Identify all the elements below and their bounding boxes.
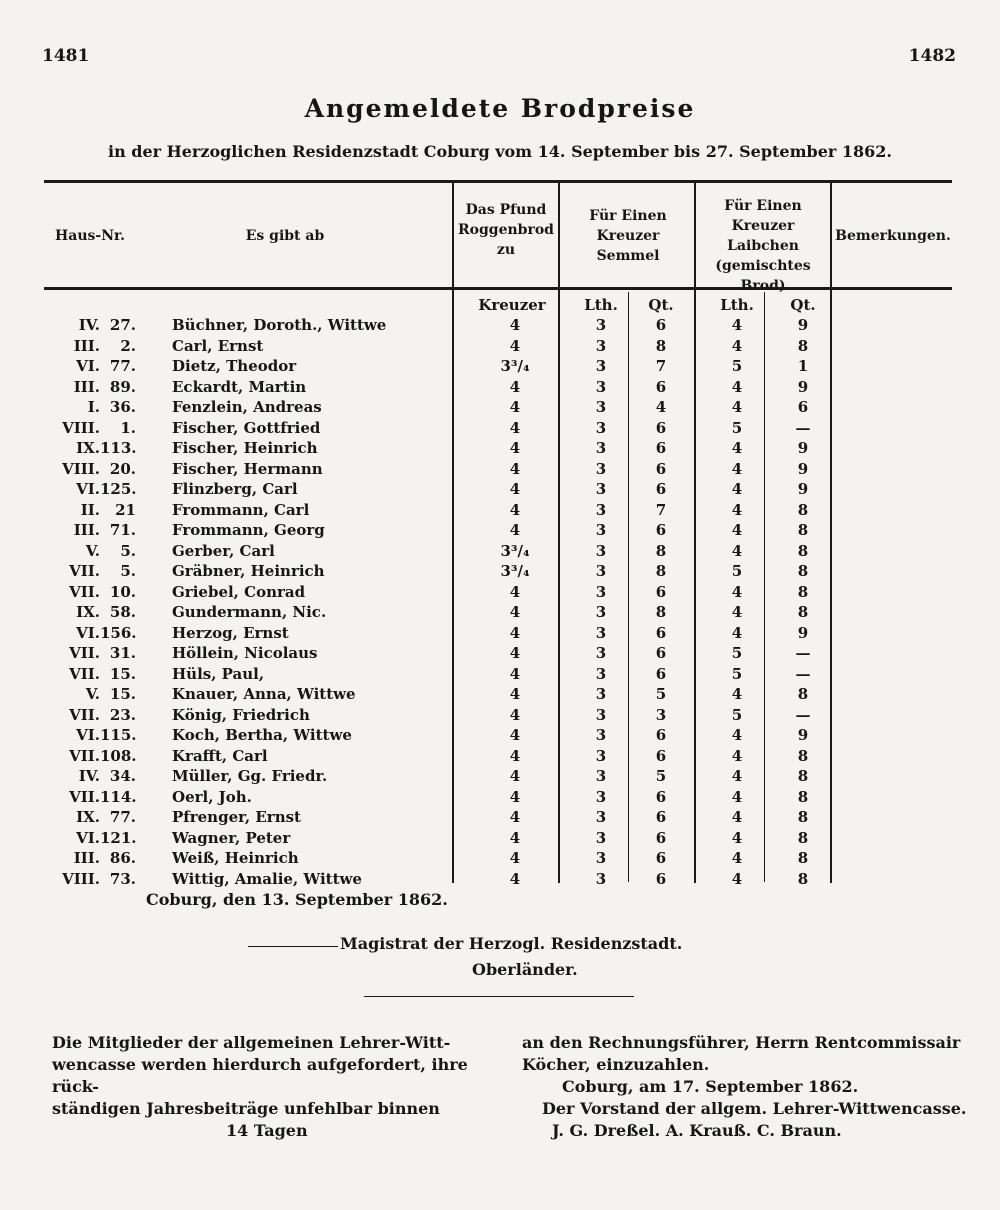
semmel-lth-cell: 3 [595, 357, 607, 375]
header-hausnr: Haus-Nr. [55, 228, 125, 244]
table-row [0, 644, 1000, 665]
table-row [0, 357, 1000, 378]
header-bemerkungen: Bemerkungen. [835, 228, 951, 244]
laibchen-lth-cell: 4 [731, 521, 743, 539]
subheader-qt-laibchen: Qt. [790, 296, 816, 314]
table-row [0, 685, 1000, 706]
district-cell: VI. [76, 357, 100, 375]
semmel-qt-cell: 6 [655, 459, 667, 478]
semmel-qt-cell: 6 [655, 828, 667, 847]
semmel-qt-cell: 6 [655, 377, 667, 396]
table-row [0, 726, 1000, 747]
house-number-cell: 5. [120, 562, 136, 580]
table-row [0, 870, 1000, 891]
semmel-lth-cell: 3 [595, 705, 607, 724]
roggenbrod-price-cell: 4 [509, 582, 521, 601]
roggenbrod-price-cell: 4 [509, 808, 521, 826]
laibchen-qt-cell: 8 [797, 808, 809, 826]
table-row [0, 706, 1000, 727]
subheader-qt-semmel: Qt. [648, 296, 674, 314]
table-top-rule [44, 180, 952, 183]
notice-left-text [52, 1032, 512, 1142]
baker-name-cell: Gerber, Carl [172, 541, 275, 560]
semmel-lth-cell: 3 [595, 418, 607, 437]
table-row [0, 624, 1000, 645]
section-rule [364, 996, 634, 997]
house-number-cell: 108. [100, 746, 137, 765]
semmel-lth-cell: 3 [595, 562, 607, 580]
house-number-cell: 115. [100, 726, 137, 744]
baker-name-cell: Gräbner, Heinrich [172, 562, 325, 580]
house-number-cell: 114. [100, 787, 137, 806]
magistrat-signature: Magistrat der Herzogl. Residenzstadt. [340, 934, 683, 953]
baker-name-cell: Gundermann, Nic. [172, 603, 327, 621]
roggenbrod-price-cell: 4 [509, 726, 521, 744]
semmel-qt-cell: 4 [655, 398, 667, 416]
laibchen-qt-cell: 8 [797, 603, 809, 621]
table-row [0, 480, 1000, 501]
laibchen-lth-cell: 5 [731, 357, 743, 375]
oberlaender-signature: Oberländer. [472, 960, 578, 979]
laibchen-qt-cell: 8 [797, 767, 809, 785]
laibchen-qt-cell: 8 [797, 500, 809, 519]
laibchen-lth-cell: 4 [731, 685, 743, 703]
baker-name-cell: Wagner, Peter [172, 828, 291, 847]
semmel-qt-cell: 6 [655, 664, 667, 683]
notice-line: Die Mitglieder der allgemeinen Lehrer-Witt- [52, 1033, 451, 1052]
roggenbrod-price-cell: 4 [509, 377, 521, 396]
notice-line: wencasse werden hierdurch aufgefordert, ihre rück- [52, 1055, 468, 1096]
roggenbrod-price-cell: 3³/₄ [500, 357, 530, 375]
roggenbrod-price-cell: 4 [509, 623, 521, 642]
roggenbrod-price-cell: 4 [509, 398, 521, 416]
semmel-qt-cell: 8 [655, 603, 667, 621]
semmel-qt-cell: 8 [655, 336, 667, 355]
house-number-cell: 2. [120, 336, 136, 355]
district-cell: VI. [76, 726, 100, 744]
semmel-qt-cell: 3 [655, 705, 667, 724]
baker-name-cell: Fischer, Hermann [172, 459, 323, 478]
laibchen-qt-cell: 8 [797, 828, 809, 847]
dateline: Coburg, den 13. September 1862. [146, 890, 448, 909]
semmel-qt-cell: 6 [655, 726, 667, 744]
roggenbrod-price-cell: 4 [509, 828, 521, 847]
laibchen-lth-cell: 5 [731, 418, 743, 437]
house-number-cell: 34. [109, 767, 136, 785]
table-row [0, 849, 1000, 870]
table-row [0, 788, 1000, 809]
house-number-cell: 23. [109, 705, 136, 724]
baker-name-cell: Wittig, Amalie, Wittwe [172, 869, 362, 888]
notice-line: Köcher, einzuzahlen. [522, 1055, 710, 1074]
district-cell: V. [85, 685, 100, 703]
laibchen-lth-cell: 4 [731, 459, 743, 478]
house-number-cell: 5. [120, 541, 136, 560]
semmel-qt-cell: 6 [655, 582, 667, 601]
semmel-lth-cell: 3 [595, 500, 607, 519]
baker-name-cell: Hüls, Paul, [172, 664, 265, 683]
notice-right-text [522, 1032, 972, 1142]
laibchen-qt-cell: 8 [797, 746, 809, 765]
subheader-lth-semmel: Lth. [584, 296, 618, 314]
semmel-lth-cell: 3 [595, 439, 607, 457]
laibchen-qt-cell: 9 [797, 623, 809, 642]
district-cell: III. [73, 336, 100, 355]
table-row [0, 419, 1000, 440]
district-cell: VII. [69, 664, 100, 683]
laibchen-lth-cell: 4 [731, 767, 743, 785]
district-cell: VII. [69, 705, 100, 724]
laibchen-qt-cell: — [795, 418, 811, 437]
semmel-lth-cell: 3 [595, 664, 607, 683]
table-row [0, 767, 1000, 788]
semmel-lth-cell: 3 [595, 316, 607, 334]
table-row [0, 562, 1000, 583]
baker-name-cell: Griebel, Conrad [172, 582, 306, 601]
semmel-qt-cell: 8 [655, 562, 667, 580]
laibchen-qt-cell: 8 [797, 787, 809, 806]
laibchen-qt-cell: 8 [797, 582, 809, 601]
notice-signatures: J. G. Dreßel. A. Krauß. C. Braun. [552, 1121, 842, 1140]
house-number-cell: 73. [109, 869, 136, 888]
laibchen-qt-cell: — [795, 644, 811, 662]
page-title: Angemeldete Brodpreise [304, 94, 696, 123]
laibchen-lth-cell: 5 [731, 562, 743, 580]
roggenbrod-price-cell: 4 [509, 459, 521, 478]
laibchen-qt-cell: 8 [797, 541, 809, 560]
notice-line: an den Rechnungsführer, Herrn Rentcommissair [522, 1033, 961, 1052]
baker-name-cell: Knauer, Anna, Wittwe [172, 685, 356, 703]
semmel-qt-cell: 7 [655, 500, 667, 519]
laibchen-qt-cell: 9 [797, 377, 809, 396]
house-number-cell: 86. [109, 849, 136, 867]
baker-name-cell: Fenzlein, Andreas [172, 398, 322, 416]
semmel-lth-cell: 3 [595, 541, 607, 560]
semmel-lth-cell: 3 [595, 336, 607, 355]
roggenbrod-price-cell: 4 [509, 644, 521, 662]
header-laibchen: Für Einen Kreuzer Laibchen (gemischtes Brod) [715, 198, 811, 294]
header-name: Es gibt ab [245, 228, 325, 244]
semmel-lth-cell: 3 [595, 521, 607, 539]
semmel-qt-cell: 7 [655, 357, 667, 375]
laibchen-qt-cell: 9 [797, 439, 809, 457]
semmel-lth-cell: 3 [595, 623, 607, 642]
baker-name-cell: Frommann, Georg [172, 521, 325, 539]
laibchen-lth-cell: 4 [731, 377, 743, 396]
laibchen-lth-cell: 4 [731, 623, 743, 642]
baker-name-cell: Oerl, Joh. [172, 787, 252, 806]
baker-name-cell: Krafft, Carl [172, 746, 268, 765]
laibchen-qt-cell: 8 [797, 685, 809, 703]
semmel-lth-cell: 3 [595, 603, 607, 621]
baker-name-cell: Fischer, Heinrich [172, 439, 318, 457]
table-row [0, 603, 1000, 624]
semmel-qt-cell: 6 [655, 316, 667, 334]
house-number-cell: 71. [109, 521, 136, 539]
baker-name-cell: Dietz, Theodor [172, 357, 297, 375]
laibchen-qt-cell: 8 [797, 562, 809, 580]
page-number-right: 1482 [908, 46, 956, 66]
semmel-qt-cell: 6 [655, 746, 667, 765]
laibchen-lth-cell: 4 [731, 398, 743, 416]
district-cell: VI. [76, 480, 100, 498]
table-row [0, 521, 1000, 542]
roggenbrod-price-cell: 4 [509, 767, 521, 785]
table-row [0, 316, 1000, 337]
laibchen-qt-cell: 9 [797, 480, 809, 498]
laibchen-qt-cell: 8 [797, 336, 809, 355]
district-cell: VII. [69, 562, 100, 580]
district-cell: III. [73, 521, 100, 539]
laibchen-lth-cell: 4 [731, 828, 743, 847]
baker-name-cell: Büchner, Doroth., Wittwe [172, 316, 387, 334]
roggenbrod-price-cell: 4 [509, 664, 521, 683]
header-roggenbrod: Das Pfund Roggenbrod zu [458, 202, 554, 258]
house-number-cell: 21 [115, 500, 136, 519]
laibchen-lth-cell: 4 [731, 500, 743, 519]
house-number-cell: 36. [109, 398, 136, 416]
district-cell: V. [85, 541, 100, 560]
house-number-cell: 121. [100, 828, 137, 847]
laibchen-lth-cell: 4 [731, 603, 743, 621]
table-row [0, 747, 1000, 768]
laibchen-lth-cell: 4 [731, 808, 743, 826]
district-cell: III. [73, 377, 100, 396]
roggenbrod-price-cell: 4 [509, 787, 521, 806]
semmel-lth-cell: 3 [595, 746, 607, 765]
semmel-lth-cell: 3 [595, 808, 607, 826]
district-cell: IV. [78, 316, 100, 334]
semmel-lth-cell: 3 [595, 459, 607, 478]
semmel-qt-cell: 6 [655, 849, 667, 867]
district-cell: III. [73, 849, 100, 867]
semmel-qt-cell: 6 [655, 869, 667, 888]
district-cell: VII. [69, 582, 100, 601]
table-row [0, 583, 1000, 604]
baker-name-cell: Eckardt, Martin [172, 377, 307, 396]
baker-name-cell: Frommann, Carl [172, 500, 310, 519]
roggenbrod-price-cell: 4 [509, 418, 521, 437]
district-cell: VI. [76, 828, 100, 847]
laibchen-qt-cell: 8 [797, 849, 809, 867]
house-number-cell: 10. [109, 582, 136, 601]
semmel-lth-cell: 3 [595, 398, 607, 416]
roggenbrod-price-cell: 3³/₄ [500, 541, 530, 560]
semmel-lth-cell: 3 [595, 767, 607, 785]
laibchen-qt-cell: 9 [797, 316, 809, 334]
table-row [0, 542, 1000, 563]
laibchen-lth-cell: 4 [731, 726, 743, 744]
roggenbrod-price-cell: 4 [509, 849, 521, 867]
house-number-cell: 20. [109, 459, 136, 478]
short-rule [248, 946, 338, 947]
table-row [0, 665, 1000, 686]
baker-name-cell: Weiß, Heinrich [172, 849, 299, 867]
laibchen-lth-cell: 4 [731, 849, 743, 867]
district-cell: VI. [76, 623, 100, 642]
baker-name-cell: Pfrenger, Ernst [172, 808, 301, 826]
table-row [0, 337, 1000, 358]
laibchen-qt-cell: 9 [797, 459, 809, 478]
house-number-cell: 77. [109, 808, 136, 826]
house-number-cell: 89. [109, 377, 136, 396]
house-number-cell: 31. [109, 644, 136, 662]
district-cell: II. [80, 500, 100, 519]
laibchen-lth-cell: 4 [731, 480, 743, 498]
baker-name-cell: Koch, Bertha, Wittwe [172, 726, 352, 744]
semmel-qt-cell: 8 [655, 541, 667, 560]
laibchen-lth-cell: 4 [731, 869, 743, 888]
laibchen-lth-cell: 4 [731, 787, 743, 806]
house-number-cell: 58. [109, 603, 136, 621]
semmel-qt-cell: 6 [655, 787, 667, 806]
roggenbrod-price-cell: 3³/₄ [500, 562, 530, 580]
semmel-lth-cell: 3 [595, 377, 607, 396]
semmel-qt-cell: 6 [655, 623, 667, 642]
page-subtitle: in der Herzoglichen Residenzstadt Coburg vom 14. September bis 27. September 1862. [107, 142, 892, 161]
notice-line: ständigen Jahresbeiträge unfehlbar binnen [52, 1099, 440, 1118]
roggenbrod-price-cell: 4 [509, 336, 521, 355]
table-row [0, 398, 1000, 419]
house-number-cell: 1. [120, 418, 136, 437]
laibchen-qt-cell: 6 [797, 398, 809, 416]
district-cell: VIII. [62, 418, 100, 437]
baker-name-cell: Herzog, Ernst [172, 623, 289, 642]
roggenbrod-price-cell: 4 [509, 439, 521, 457]
laibchen-lth-cell: 4 [731, 541, 743, 560]
semmel-qt-cell: 6 [655, 644, 667, 662]
house-number-cell: 27. [109, 316, 136, 334]
semmel-lth-cell: 3 [595, 869, 607, 888]
roggenbrod-price-cell: 4 [509, 500, 521, 519]
semmel-lth-cell: 3 [595, 726, 607, 744]
subheader-kreuzer: Kreuzer [478, 296, 546, 314]
roggenbrod-price-cell: 4 [509, 705, 521, 724]
district-cell: I. [87, 398, 100, 416]
semmel-qt-cell: 6 [655, 418, 667, 437]
semmel-lth-cell: 3 [595, 582, 607, 601]
semmel-qt-cell: 6 [655, 521, 667, 539]
house-number-cell: 15. [109, 685, 136, 703]
district-cell: IX. [76, 439, 100, 457]
baker-name-cell: König, Friedrich [172, 705, 310, 724]
subheader-lth-laibchen: Lth. [720, 296, 754, 314]
house-number-cell: 156. [100, 623, 137, 642]
notice-vorstand: Der Vorstand der allgem. Lehrer-Wittwencasse. [542, 1099, 967, 1118]
notice-deadline: 14 Tagen [226, 1121, 308, 1140]
header-semmel: Für Einen Kreuzer Semmel [589, 208, 667, 264]
district-cell: VII. [69, 746, 100, 765]
laibchen-lth-cell: 4 [731, 336, 743, 355]
roggenbrod-price-cell: 4 [509, 480, 521, 498]
table-row [0, 808, 1000, 829]
house-number-cell: 113. [100, 439, 137, 457]
table-row [0, 829, 1000, 850]
baker-name-cell: Carl, Ernst [172, 336, 264, 355]
baker-name-cell: Höllein, Nicolaus [172, 644, 318, 662]
roggenbrod-price-cell: 4 [509, 603, 521, 621]
laibchen-lth-cell: 5 [731, 664, 743, 683]
table-row [0, 439, 1000, 460]
laibchen-qt-cell: 1 [797, 357, 809, 375]
roggenbrod-price-cell: 4 [509, 521, 521, 539]
table-row [0, 501, 1000, 522]
semmel-qt-cell: 6 [655, 480, 667, 498]
laibchen-qt-cell: 8 [797, 521, 809, 539]
baker-name-cell: Fischer, Gottfried [172, 418, 321, 437]
baker-name-cell: Müller, Gg. Friedr. [172, 767, 328, 785]
roggenbrod-price-cell: 4 [509, 685, 521, 703]
semmel-lth-cell: 3 [595, 685, 607, 703]
laibchen-lth-cell: 5 [731, 644, 743, 662]
semmel-qt-cell: 6 [655, 439, 667, 457]
district-cell: VIII. [62, 459, 100, 478]
semmel-qt-cell: 5 [655, 767, 667, 785]
district-cell: VIII. [62, 869, 100, 888]
table-row [0, 378, 1000, 399]
district-cell: VII. [69, 787, 100, 806]
semmel-lth-cell: 3 [595, 480, 607, 498]
laibchen-qt-cell: — [795, 705, 811, 724]
semmel-qt-cell: 6 [655, 808, 667, 826]
laibchen-lth-cell: 4 [731, 582, 743, 601]
district-cell: IV. [78, 767, 100, 785]
district-cell: IX. [76, 603, 100, 621]
semmel-lth-cell: 3 [595, 644, 607, 662]
laibchen-lth-cell: 4 [731, 316, 743, 334]
roggenbrod-price-cell: 4 [509, 746, 521, 765]
semmel-lth-cell: 3 [595, 849, 607, 867]
roggenbrod-price-cell: 4 [509, 316, 521, 334]
semmel-lth-cell: 3 [595, 787, 607, 806]
district-cell: VII. [69, 644, 100, 662]
laibchen-qt-cell: 9 [797, 726, 809, 744]
laibchen-lth-cell: 5 [731, 705, 743, 724]
table-row [0, 460, 1000, 481]
house-number-cell: 15. [109, 664, 136, 683]
laibchen-qt-cell: 8 [797, 869, 809, 888]
laibchen-lth-cell: 4 [731, 746, 743, 765]
notice-date: Coburg, am 17. September 1862. [562, 1077, 859, 1096]
baker-name-cell: Flinzberg, Carl [172, 480, 298, 498]
laibchen-qt-cell: — [795, 664, 811, 683]
roggenbrod-price-cell: 4 [509, 869, 521, 888]
semmel-lth-cell: 3 [595, 828, 607, 847]
district-cell: IX. [76, 808, 100, 826]
house-number-cell: 77. [109, 357, 136, 375]
page-number-left: 1481 [42, 46, 90, 66]
laibchen-lth-cell: 4 [731, 439, 743, 457]
house-number-cell: 125. [100, 480, 137, 498]
semmel-qt-cell: 5 [655, 685, 667, 703]
